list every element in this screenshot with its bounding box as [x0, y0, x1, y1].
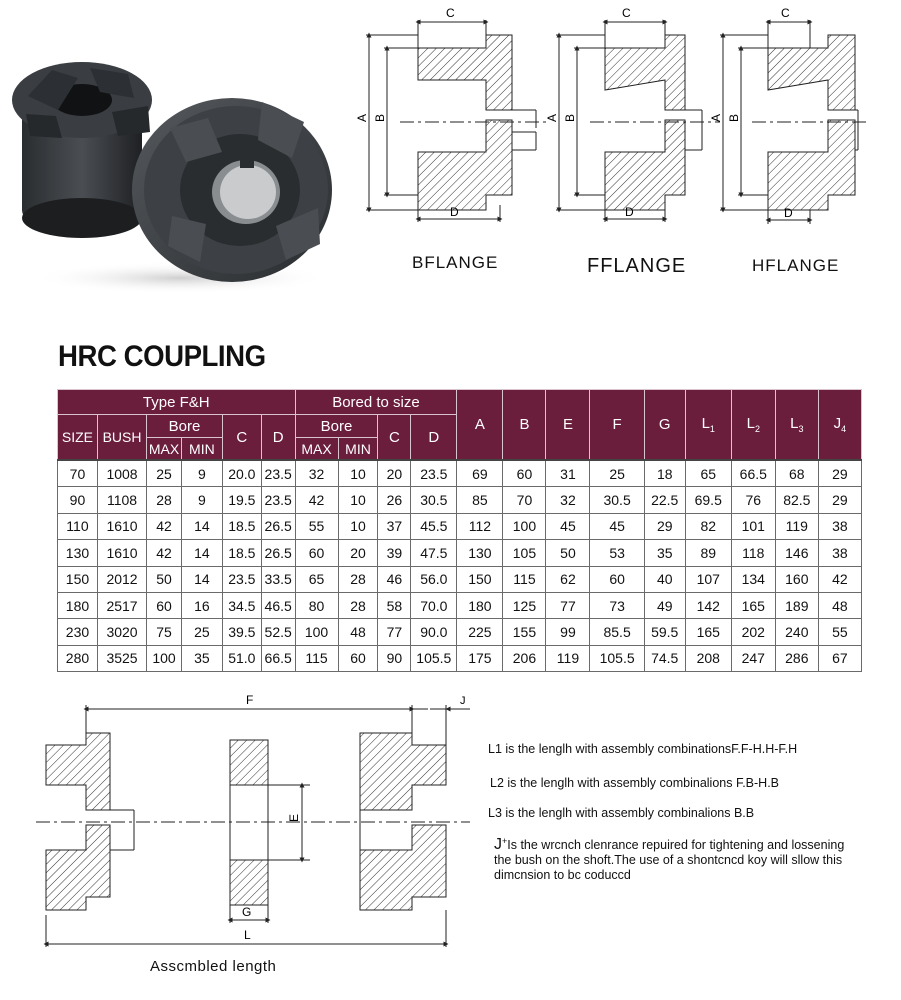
header-l1-sub: 1	[709, 424, 715, 434]
flange-diagrams	[340, 0, 901, 280]
table-cell: 146	[775, 540, 818, 566]
dim-c-2: C	[622, 6, 631, 20]
table-cell: 107	[685, 566, 731, 592]
table-cell: 9	[181, 487, 222, 513]
table-cell: 3020	[97, 619, 146, 645]
table-cell: 101	[731, 513, 775, 539]
table-cell: 37	[378, 513, 411, 539]
header-l3-letter: L	[790, 415, 799, 432]
table-cell: 22.5	[644, 487, 685, 513]
table-cell: 26.5	[261, 513, 295, 539]
table-cell: 100	[295, 619, 338, 645]
table-cell: 20	[338, 540, 378, 566]
table-cell: 1008	[97, 460, 146, 487]
table-row	[58, 592, 862, 618]
table-cell: 180	[58, 592, 98, 618]
note-j-text: Is the wrcnch clenrance repuired for tightening and lossening the bush on the shoft.The use of a shontcncd koy will sllow this dimcnsion to bc coduccd	[494, 838, 845, 883]
header-d-bored: D	[411, 415, 457, 461]
note-l2: L2 is the lenglh with assembly combinalions F.B-H.B	[490, 776, 780, 790]
bflange-label: BFLANGE	[412, 253, 499, 272]
header-max-bored: MAX	[295, 438, 338, 461]
table-cell: 28	[147, 487, 182, 513]
table-cell: 18.5	[222, 540, 261, 566]
table-cell: 119	[775, 513, 818, 539]
table-row	[58, 513, 862, 539]
header-l2	[731, 390, 775, 461]
dim-g-assembly: G	[242, 905, 252, 919]
table-cell: 10	[338, 513, 378, 539]
table-cell: 50	[147, 566, 182, 592]
note-l3: L3 is the lenglh with assembly combinalions B.B	[488, 806, 755, 820]
table-cell: 42	[295, 487, 338, 513]
header-max-fh: MAX	[147, 438, 182, 461]
note-j-sup: +	[502, 836, 508, 846]
table-cell: 105.5	[590, 645, 644, 671]
table-cell: 30.5	[411, 487, 457, 513]
table-cell: 73	[590, 592, 644, 618]
table-cell: 77	[546, 592, 590, 618]
note-j	[494, 834, 854, 883]
table-cell: 35	[181, 645, 222, 671]
table-cell: 85.5	[590, 619, 644, 645]
table-cell: 29	[818, 460, 861, 487]
table-cell: 29	[644, 513, 685, 539]
table-cell: 56.0	[411, 566, 457, 592]
table-cell: 32	[295, 460, 338, 487]
header-l1-letter: L	[701, 415, 710, 432]
dim-d-2: D	[625, 205, 634, 219]
hflange-diagram	[720, 20, 870, 224]
table-cell: 160	[775, 566, 818, 592]
dim-b-2: B	[563, 113, 577, 122]
table-cell: 280	[58, 645, 98, 671]
table-cell: 76	[731, 487, 775, 513]
header-b: B	[503, 390, 546, 461]
table-cell: 14	[181, 513, 222, 539]
dim-b-3: B	[727, 113, 741, 122]
table-cell: 48	[818, 592, 861, 618]
table-cell: 19.5	[222, 487, 261, 513]
table-cell: 45.5	[411, 513, 457, 539]
table-cell: 28	[338, 566, 378, 592]
table-cell: 230	[58, 619, 98, 645]
header-j4-sub: 4	[841, 424, 847, 434]
table-row	[58, 540, 862, 566]
table-row	[58, 460, 862, 487]
table-cell: 60	[338, 645, 378, 671]
spec-table-grid	[57, 389, 862, 672]
table-cell: 45	[590, 513, 644, 539]
header-l2-sub: 2	[754, 424, 760, 434]
table-cell: 23.5	[261, 487, 295, 513]
table-cell: 70	[503, 487, 546, 513]
header-l1	[685, 390, 731, 461]
bflange-diagram	[366, 20, 550, 222]
table-cell: 38	[818, 513, 861, 539]
assembled-length-caption: Asscmbled length	[150, 958, 277, 975]
table-cell: 105	[503, 540, 546, 566]
table-cell: 286	[775, 645, 818, 671]
header-l3-sub: 3	[798, 424, 804, 434]
table-cell: 18.5	[222, 513, 261, 539]
dim-j-assembly: J	[460, 695, 466, 707]
table-cell: 47.5	[411, 540, 457, 566]
table-cell: 99	[546, 619, 590, 645]
table-cell: 48	[338, 619, 378, 645]
table-cell: 46.5	[261, 592, 295, 618]
table-cell: 112	[457, 513, 503, 539]
table-cell: 68	[775, 460, 818, 487]
table-cell: 33.5	[261, 566, 295, 592]
dim-c-1: C	[446, 6, 455, 20]
table-cell: 39.5	[222, 619, 261, 645]
table-cell: 60	[147, 592, 182, 618]
table-cell: 1610	[97, 540, 146, 566]
table-cell: 175	[457, 645, 503, 671]
table-cell: 9	[181, 460, 222, 487]
table-cell: 165	[731, 592, 775, 618]
table-cell: 40	[644, 566, 685, 592]
table-cell: 90.0	[411, 619, 457, 645]
table-row	[58, 645, 862, 671]
table-row	[58, 487, 862, 513]
table-cell: 42	[147, 540, 182, 566]
table-cell: 35	[644, 540, 685, 566]
table-cell: 28	[338, 592, 378, 618]
fflange-label: FFLANGE	[587, 255, 687, 277]
header-a: A	[457, 390, 503, 461]
table-row	[58, 619, 862, 645]
table-cell: 206	[503, 645, 546, 671]
header-bore-fh: Bore	[147, 415, 223, 438]
table-cell: 45	[546, 513, 590, 539]
header-l2-letter: L	[746, 415, 755, 432]
table-cell: 77	[378, 619, 411, 645]
table-cell: 51.0	[222, 645, 261, 671]
table-cell: 20.0	[222, 460, 261, 487]
table-cell: 119	[546, 645, 590, 671]
header-g: G	[644, 390, 685, 461]
table-cell: 58	[378, 592, 411, 618]
header-type-fh: Type F&H	[58, 390, 296, 415]
table-cell: 100	[147, 645, 182, 671]
table-cell: 59.5	[644, 619, 685, 645]
table-cell: 55	[818, 619, 861, 645]
header-c-fh: C	[222, 415, 261, 461]
header-bored-to-size: Bored to size	[295, 390, 457, 415]
table-cell: 14	[181, 566, 222, 592]
dim-d-3: D	[784, 206, 793, 220]
table-cell: 29	[818, 487, 861, 513]
table-cell: 32	[546, 487, 590, 513]
dim-c-3: C	[781, 6, 790, 20]
header-bush: BUSH	[97, 415, 146, 461]
table-cell: 65	[295, 566, 338, 592]
table-cell: 247	[731, 645, 775, 671]
hflange-label: HFLANGE	[752, 256, 840, 275]
table-cell: 69.5	[685, 487, 731, 513]
table-cell: 89	[685, 540, 731, 566]
table-cell: 60	[295, 540, 338, 566]
table-cell: 142	[685, 592, 731, 618]
table-cell: 52.5	[261, 619, 295, 645]
header-min-bored: MIN	[338, 438, 378, 461]
table-cell: 53	[590, 540, 644, 566]
table-cell: 66.5	[261, 645, 295, 671]
table-cell: 50	[546, 540, 590, 566]
table-cell: 105.5	[411, 645, 457, 671]
table-cell: 38	[818, 540, 861, 566]
table-cell: 74.5	[644, 645, 685, 671]
table-cell: 3525	[97, 645, 146, 671]
table-cell: 240	[775, 619, 818, 645]
table-cell: 130	[457, 540, 503, 566]
table-cell: 34.5	[222, 592, 261, 618]
table-cell: 82.5	[775, 487, 818, 513]
table-cell: 26.5	[261, 540, 295, 566]
header-e: E	[546, 390, 590, 461]
table-cell: 1610	[97, 513, 146, 539]
note-j-letter: J	[494, 836, 502, 854]
table-cell: 60	[503, 460, 546, 487]
dim-e-assembly: E	[287, 813, 301, 822]
table-cell: 55	[295, 513, 338, 539]
table-cell: 202	[731, 619, 775, 645]
dim-f-assembly: F	[246, 693, 254, 707]
table-cell: 189	[775, 592, 818, 618]
dim-b-1: B	[373, 113, 387, 122]
table-cell: 20	[378, 460, 411, 487]
dim-l-assembly: L	[244, 928, 251, 942]
table-cell: 130	[58, 540, 98, 566]
header-d-fh: D	[261, 415, 295, 461]
table-cell: 115	[503, 566, 546, 592]
table-cell: 165	[685, 619, 731, 645]
table-cell: 70.0	[411, 592, 457, 618]
table-cell: 155	[503, 619, 546, 645]
table-cell: 23.5	[222, 566, 261, 592]
table-cell: 10	[338, 460, 378, 487]
dim-a-1: A	[355, 113, 369, 122]
table-cell: 39	[378, 540, 411, 566]
table-cell: 18	[644, 460, 685, 487]
table-cell: 1108	[97, 487, 146, 513]
table-cell: 70	[58, 460, 98, 487]
header-j4	[818, 390, 861, 461]
table-cell: 25	[147, 460, 182, 487]
table-cell: 46	[378, 566, 411, 592]
table-cell: 134	[731, 566, 775, 592]
table-cell: 90	[378, 645, 411, 671]
table-cell: 180	[457, 592, 503, 618]
header-bore-bored: Bore	[295, 415, 378, 438]
header-f: F	[590, 390, 644, 461]
dim-d-1: D	[450, 205, 459, 219]
page-title: HRC COUPLING	[58, 340, 266, 373]
table-cell: 2012	[97, 566, 146, 592]
table-cell: 26	[378, 487, 411, 513]
table-cell: 42	[818, 566, 861, 592]
table-cell: 23.5	[261, 460, 295, 487]
table-cell: 150	[58, 566, 98, 592]
table-cell: 150	[457, 566, 503, 592]
table-row	[58, 566, 862, 592]
header-j4-letter: J	[833, 415, 842, 432]
table-cell: 67	[818, 645, 861, 671]
header-size: SIZE	[58, 415, 98, 461]
table-cell: 75	[147, 619, 182, 645]
table-cell: 16	[181, 592, 222, 618]
note-l1: L1 is the lenglh with assembly combinationsF.F-H.H-F.H	[488, 742, 798, 756]
table-cell: 60	[590, 566, 644, 592]
table-cell: 66.5	[731, 460, 775, 487]
table-cell: 82	[685, 513, 731, 539]
table-cell: 69	[457, 460, 503, 487]
table-cell: 14	[181, 540, 222, 566]
table-cell: 65	[685, 460, 731, 487]
fflange-diagram	[556, 20, 720, 222]
table-cell: 100	[503, 513, 546, 539]
header-c-bored: C	[378, 415, 411, 461]
table-cell: 115	[295, 645, 338, 671]
assembly-diagram	[30, 685, 470, 955]
header-min-fh: MIN	[181, 438, 222, 461]
coupling-photo	[0, 40, 340, 300]
table-cell: 42	[147, 513, 182, 539]
table-cell: 225	[457, 619, 503, 645]
table-cell: 23.5	[411, 460, 457, 487]
table-cell: 10	[338, 487, 378, 513]
header-l3	[775, 390, 818, 461]
table-cell: 25	[590, 460, 644, 487]
table-cell: 30.5	[590, 487, 644, 513]
table-cell: 49	[644, 592, 685, 618]
table-cell: 2517	[97, 592, 146, 618]
table-cell: 90	[58, 487, 98, 513]
table-cell: 208	[685, 645, 731, 671]
table-cell: 85	[457, 487, 503, 513]
table-cell: 25	[181, 619, 222, 645]
table-cell: 62	[546, 566, 590, 592]
table-cell: 31	[546, 460, 590, 487]
table-cell: 80	[295, 592, 338, 618]
dim-a-2: A	[545, 113, 559, 122]
table-cell: 110	[58, 513, 98, 539]
table-cell: 125	[503, 592, 546, 618]
table-cell: 118	[731, 540, 775, 566]
dim-a-3: A	[709, 113, 723, 122]
